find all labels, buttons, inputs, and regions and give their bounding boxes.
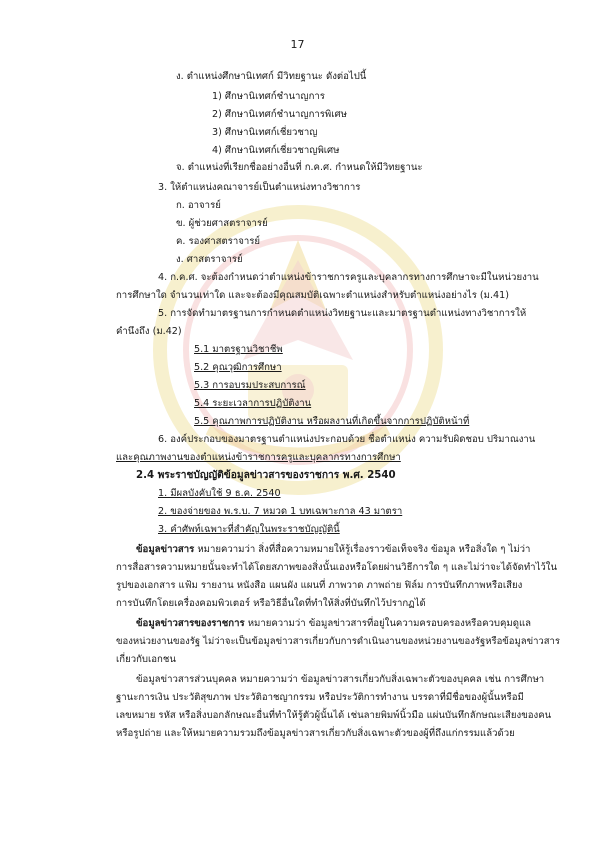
- list-item: 5.2 คุณวุฒิการศึกษา: [194, 362, 282, 373]
- text-line: การบันทึกโดยเครื่องคอมพิวเตอร์ หรือวิธีอื่นใดที่ทำให้สิ่งที่บันทึกไว้ปรากฏได้: [116, 598, 426, 609]
- text-line: การศึกษาใด จำนวนเท่าใด และจะต้องมีคุณสมบัติเฉพาะตำแหน่งสำหรับตำแหน่งอย่างไร (ม.41): [116, 290, 509, 301]
- text-line: และคุณภาพงานของตำแหน่งข้าราชการครูและบุคลากรทางการศึกษา: [116, 452, 401, 463]
- defined-term: ข้อมูลข่าวสารของราชการ: [136, 618, 245, 629]
- list-item: 5.4 ระยะเวลาการปฏิบัติงาน: [194, 398, 312, 409]
- text-line: เลขหมาย รหัส หรือสิ่งบอกลักษณะอื่นที่ทำให้รู้ตัวผู้นั้นได้ เช่นลายพิมพ์นิ้วมือ แผ่นบันทึกลักษณะเสียงของคน: [116, 710, 552, 721]
- text-line: หรือรูปถ่าย และให้หมายความรวมถึงข้อมูลข่าวสารเกี่ยวกับสิ่งเฉพาะตัวของผู้ที่ถึงแก่กรรมแล้วด้วย: [116, 728, 515, 739]
- list-item: 5.3 การอบรมประสบการณ์: [194, 380, 306, 391]
- text-line: เกี่ยวกับเอกชน: [116, 654, 176, 665]
- list-item: 3) ศึกษานิเทศก์เชี่ยวชาญ: [212, 127, 318, 138]
- text-line: ของหน่วยงานของรัฐ ไม่ว่าจะเป็นข้อมูลข่าวสารเกี่ยวกับการดำเนินงานของหน่วยงานของรัฐหรือข้อมูลข่าวสาร: [116, 636, 560, 647]
- section-heading: 2.4 พระราชบัญญัติข้อมูลข่าวสารของราชการ พ.ศ. 2540: [136, 470, 396, 481]
- text-line: รูปของเอกสาร แฟ้ม รายงาน หนังสือ แผนผัง แผนที่ ภาพวาด ภาพถ่าย ฟิล์ม การบันทึกภาพหรือเสียง: [116, 580, 523, 591]
- text-line: จ. ตำแหน่งที่เรียกชื่ออย่างอื่นที่ ก.ค.ศ. กำหนดให้มีวิทยฐานะ: [176, 162, 423, 173]
- text-line: 4. ก.ค.ศ. จะต้องกำหนดว่าตำแหน่งข้าราชการครูและบุคลากรทางการศึกษาจะมีในหน่วยงาน: [158, 272, 539, 283]
- list-item: 4) ศึกษานิเทศก์เชี่ยวชาญพิเศษ: [212, 145, 340, 156]
- text-line: 6. องค์ประกอบของมาตรฐานตำแหน่งประกอบด้วย ชื่อตำแหน่ง ความรับผิดชอบ ปริมาณงาน: [158, 434, 536, 445]
- text-line: 5. การจัดทำมาตรฐานการกำหนดตำแหน่งวิทยฐานะและมาตรฐานตำแหน่งทางวิชาการให้: [158, 308, 527, 319]
- text-line: คำนึงถึง (ม.42): [116, 326, 182, 337]
- list-item: ข. ผู้ช่วยศาสตราจารย์: [176, 218, 268, 229]
- list-item: ง. ศาสตราจารย์: [176, 254, 243, 265]
- list-item: 2) ศึกษานิเทศก์ชำนาญการพิเศษ: [212, 109, 347, 120]
- definition-text: หมายความว่า สิ่งที่สื่อความหมายให้รู้เรื่องราวข้อเท็จจริง ข้อมูล หรือสิ่งใด ๆ ไม่ว่า: [194, 544, 531, 555]
- list-item: 2. ของจ่ายของ พ.ร.บ. 7 หมวด 1 บทเฉพาะกาล 43 มาตรา: [158, 506, 403, 517]
- list-item: 5.1 มาตรฐานวิชาชีพ: [194, 344, 283, 355]
- text-line: ฐานะการเงิน ประวัติสุขภาพ ประวัติอาชญากรรม หรือประวัติการทำงาน บรรดาที่มีชื่อของผู้นั้นหรือมี: [116, 692, 524, 703]
- list-item: 3. คำศัพท์เฉพาะที่สำคัญในพระราชบัญญัตินี้: [158, 524, 340, 535]
- text-line: 3. ให้ตำแหน่งคณาจารย์เป็นตำแหน่งทางวิชาการ: [158, 182, 361, 193]
- text-line: ข้อมูลข่าวสารส่วนบุคคล หมายความว่า ข้อมูลข่าวสารเกี่ยวกับสิ่งเฉพาะตัวของบุคคล เช่น การศึกษา: [136, 674, 545, 685]
- text-line: ง. ตำแหน่งศึกษานิเทศก์ มีวิทยฐานะ ดังต่อไปนี้: [176, 71, 367, 82]
- list-item: 5.5 คุณภาพการปฏิบัติงาน หรือผลงานที่เกิดขึ้นจากการปฏิบัติหน้าที่: [194, 416, 470, 427]
- list-item: 1. มีผลบังคับใช้ 9 ธ.ค. 2540: [158, 488, 281, 499]
- list-item: 1) ศึกษานิเทศก์ชำนาญการ: [212, 91, 325, 102]
- text-line: การสื่อสารความหมายนั้นจะทำได้โดยสภาพของสิ่งนั้นเองหรือโดยผ่านวิธีการใด ๆ และไม่ว่าจะได้จัดทำไว้ใน: [116, 562, 558, 573]
- defined-term: ข้อมูลข่าวสาร: [136, 544, 195, 555]
- list-item: ค. รองศาสตราจารย์: [176, 236, 261, 247]
- definition-line: [136, 543, 530, 557]
- list-item: ก. อาจารย์: [176, 200, 221, 211]
- definition-text: หมายความว่า ข้อมูลข่าวสารที่อยู่ในความครอบครองหรือควบคุมดูแล: [244, 618, 532, 629]
- page-number: 17: [290, 38, 305, 51]
- definition-line: [136, 617, 531, 631]
